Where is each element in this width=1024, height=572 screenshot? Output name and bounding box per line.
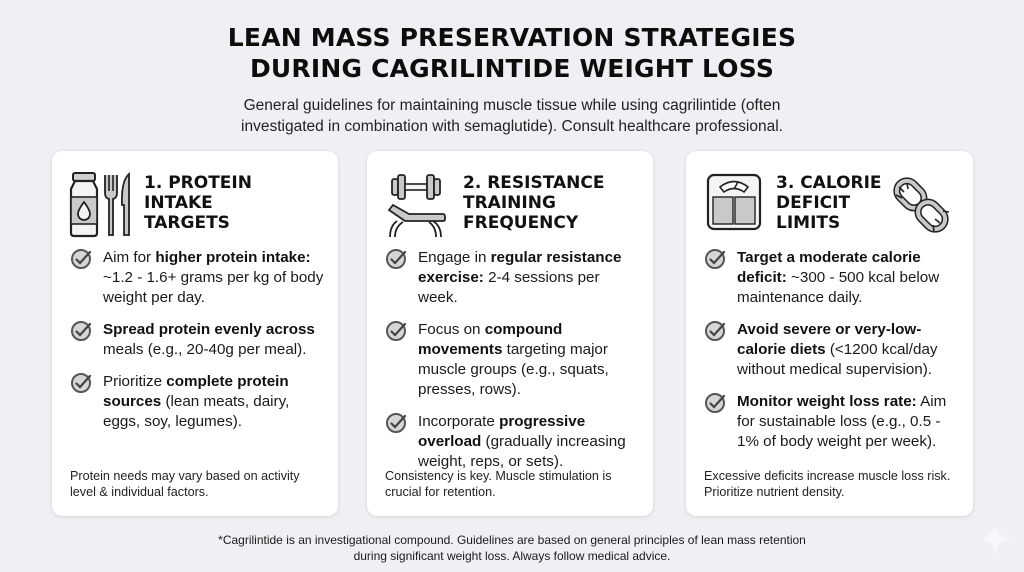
list-item <box>70 320 328 360</box>
bullet-text: Monitor weight loss rate: Aim for sustainable loss (e.g., 0.5 - 1% of body weight per week). <box>737 393 947 450</box>
card-title-line: 2. RESISTANCE <box>463 173 605 193</box>
card-title-line: INTAKE <box>144 193 213 213</box>
card-title-line: 3. CALORIE <box>776 173 882 193</box>
card-title <box>144 173 252 233</box>
page-title <box>0 22 1024 84</box>
bullet-text: Spread protein evenly across meals (e.g., 20-40g per meal). <box>103 321 315 358</box>
scale-icon <box>706 173 762 231</box>
bullet-text: Aim for higher protein intake: ~1.2 - 1.6+ grams per kg of body weight per day. <box>103 249 324 306</box>
bullet-text: Engage in regular resistance exercise: 2-4 sessions per week. <box>418 249 622 306</box>
list-item <box>704 320 963 380</box>
list-item <box>704 248 963 308</box>
list-item <box>704 392 963 452</box>
card-title <box>463 173 604 233</box>
check-circle-icon <box>70 320 92 342</box>
subtitle <box>0 95 1024 137</box>
sparkle-icon <box>978 522 1012 556</box>
card-title-line: DEFICIT <box>776 193 851 213</box>
list-item <box>70 372 328 432</box>
check-circle-icon <box>70 248 92 270</box>
card-calorie-deficit <box>686 151 973 516</box>
check-circle-icon <box>385 248 407 270</box>
card-title <box>776 173 882 233</box>
bullet-text: Avoid severe or very-low-calorie diets (<1200 kcal/day without medical supervision). <box>737 321 938 378</box>
title-line-2: DURING CAGRILINTIDE WEIGHT LOSS <box>249 54 775 83</box>
title-line-1: LEAN MASS PRESERVATION STRATEGIES <box>227 23 797 52</box>
footer-line-1: *Cagrilintide is an investigational compound. Guidelines are based on general principles of lean mass retention <box>218 533 806 547</box>
check-circle-icon <box>385 412 407 434</box>
protein-bottle-and-utensils-icon <box>67 171 137 239</box>
card-header <box>52 171 338 241</box>
footer-disclaimer <box>0 532 1024 564</box>
check-circle-icon <box>704 248 726 270</box>
bullet-text: Incorporate progressive overload (gradually increasing weight, reps, or sets). <box>418 413 626 470</box>
check-circle-icon <box>70 372 92 394</box>
broken-chain-icon <box>893 177 949 233</box>
card-title-line: 1. PROTEIN <box>144 173 252 193</box>
list-item <box>70 248 328 308</box>
subtitle-line-2: investigated in combination with semaglutide). Consult healthcare professional. <box>241 118 783 135</box>
subtitle-line-1: General guidelines for maintaining muscle tissue while using cagrilintide (often <box>243 97 781 114</box>
card-resistance-training <box>367 151 653 516</box>
dumbbell-and-bench-icon <box>387 171 447 241</box>
check-circle-icon <box>704 320 726 342</box>
list-item <box>385 412 643 472</box>
card-title-line: TARGETS <box>144 213 230 233</box>
list-item <box>385 248 643 308</box>
card-header <box>686 171 973 241</box>
bullet-text: Prioritize complete protein sources (lean meats, dairy, eggs, soy, legumes). <box>103 373 290 430</box>
card-note: Excessive deficits increase muscle loss risk. Prioritize nutrient density. <box>704 469 951 499</box>
card-protein-intake <box>52 151 338 516</box>
bullet-text: Target a moderate calorie deficit: ~300 - 500 kcal below maintenance daily. <box>737 249 940 306</box>
card-note: Protein needs may vary based on activity level & individual factors. <box>70 469 300 499</box>
bullet-list <box>704 248 963 464</box>
card-title-line: LIMITS <box>776 213 841 233</box>
card-title-line: TRAINING <box>463 193 556 213</box>
card-header <box>367 171 653 241</box>
check-circle-icon <box>704 392 726 414</box>
header <box>0 22 1024 137</box>
bullet-text: Focus on compound movements targeting major muscle groups (e.g., squats, presses, rows). <box>418 321 609 398</box>
bullet-list <box>385 248 643 484</box>
footer-line-2: during significant weight loss. Always follow medical advice. <box>353 549 671 563</box>
card-note: Consistency is key. Muscle stimulation is crucial for retention. <box>385 469 612 499</box>
card-title-line: FREQUENCY <box>463 213 579 233</box>
check-circle-icon <box>385 320 407 342</box>
list-item <box>385 320 643 400</box>
bullet-list <box>70 248 328 444</box>
